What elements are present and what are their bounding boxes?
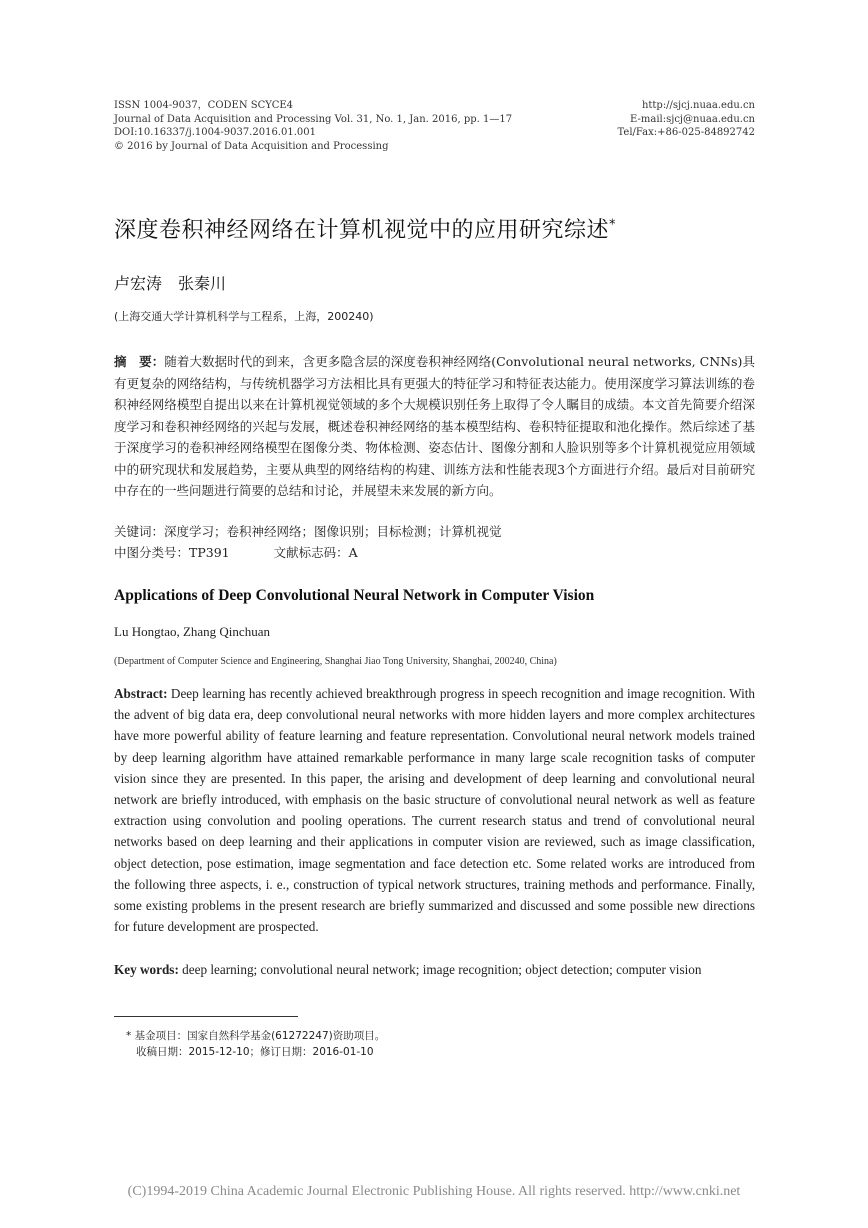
journal-header-left	[114, 99, 512, 153]
journal-citation-line: Journal of Data Acquisition and Processing Vol. 31, No. 1, Jan. 2016, pp. 1—17	[114, 113, 513, 125]
class-number-value: TP391	[189, 545, 230, 560]
chinese-keywords-text: 深度学习；卷积神经网络；图像识别；目标检测；计算机视觉	[164, 524, 502, 539]
footnote-rule	[114, 1016, 298, 1017]
chinese-abstract-text: 随着大数据时代的到来，含更多隐含层的深度卷积神经网络(Convolutional neural networks, CNNs)具有更复杂的网络结构，与传统机器学习方法相比具有更强大的特征学习和特征表达能力。使用深度学习算法训练的卷积神经网络模型自提出以来在计算机视觉领域的多个大规模识别任务上取得了令人瞩目的成绩。本文首先简要介绍深度学习和卷积神经网络的兴起与发展，概述卷积神经网络的基本模型结构、卷积特征提取和池化操作。然后综述了基于深度学习的卷积神经网络模型在图像分类、物体检测、姿态估计、图像分割和人脸识别等多个计算机视觉应用领域中的研究现状和发展趋势，主要从典型的网络结构的构建、训练方法和性能表现3个方面进行介绍。最后对目前研究中存在的一些问题进行简要的总结和讨论，并展望未来发展的新方向。	[114, 354, 755, 498]
classification-line	[114, 542, 358, 563]
received-dates: 收稿日期：2015-12-10；修订日期：2016-01-10	[136, 1046, 374, 1058]
journal-header-right	[618, 99, 755, 140]
document-code-label: 文献标志码：	[273, 545, 349, 560]
journal-url[interactable]: http://sjcj.nuaa.edu.cn	[641, 100, 755, 111]
title-footnote-mark: *	[609, 217, 617, 233]
chinese-abstract	[114, 351, 755, 502]
chinese-keywords-label: 关键词：	[114, 524, 165, 539]
cnki-copyright-watermark: (C)1994-2019 China Academic Journal Electronic Publishing House. All rights reserved. http://www.cnki.net	[127, 1184, 741, 1199]
chinese-abstract-label: 摘 要：	[114, 354, 165, 369]
english-authors: Lu Hongtao, Zhang Qinchuan	[114, 624, 270, 639]
english-keywords-label: Key words:	[114, 962, 179, 977]
journal-phone: Tel/Fax:+86-025-84892742	[617, 127, 755, 138]
journal-email[interactable]: E-mail:sjcj@nuaa.edu.cn	[630, 113, 755, 125]
doi-line: DOI:10.16337/j.1004-9037.2016.01.001	[114, 127, 316, 138]
document-code-value: A	[348, 545, 358, 560]
copyright-line: © 2016 by Journal of Data Acquisition and Processing	[114, 140, 389, 152]
chinese-authors: 卢宏涛 张秦川	[114, 274, 227, 293]
english-affiliation: (Department of Computer Science and Engineering, Shanghai Jiao Tong University, Shanghai, 200240, China)	[114, 656, 557, 667]
english-keywords	[114, 959, 755, 980]
funding-note: * 基金项目：国家自然科学基金(61272247)资助项目。	[126, 1030, 386, 1042]
english-title: Applications of Deep Convolutional Neural Network in Computer Vision	[114, 587, 595, 604]
chinese-title	[114, 213, 616, 244]
chinese-keywords	[114, 521, 755, 542]
chinese-affiliation: (上海交通大学计算机科学与工程系，上海，200240)	[114, 310, 374, 323]
footnote	[126, 1028, 385, 1060]
chinese-title-text: 深度卷积神经网络在计算机视觉中的应用研究综述	[114, 218, 610, 243]
english-abstract-text: Deep learning has recently achieved breakthrough progress in speech recognition and image recognition. With the advent of big data era, deep convolutional neural networks with more hidden layers and more complex architectures have more powerful ability of feature learning and feature representation. Convolutional neural network models trained by deep learning algorithm have attained remarkable performance in many large scale recognition tasks of computer vision since they are presented. In this paper, the arising and development of deep learning and convolutional neural network are briefly introduced, with emphasis on the basic structure of convolutional neural network as well as feature extraction using convolution and pooling operations. The current research status and trend of convolutional neural networks based on deep learning and their applications in computer vision are reviewed, such as image classification, object detection, pose estimation, image segmentation and face detection etc. Some related works are introduced from the following three aspects, i. e., construction of typical network structures, training methods and performance. Finally, some existing problems in the present research are briefly summarized and discussed and some possible new directions for future development are prospected.	[114, 686, 756, 935]
issn-line: ISSN 1004-9037，CODEN SCYCE4	[114, 100, 294, 111]
english-keywords-text: deep learning; convolutional neural network; image recognition; object detection; computer vision	[182, 962, 702, 977]
class-number-label: 中图分类号：	[114, 545, 190, 560]
english-abstract-label: Abstract:	[114, 686, 168, 701]
english-abstract	[114, 683, 755, 937]
